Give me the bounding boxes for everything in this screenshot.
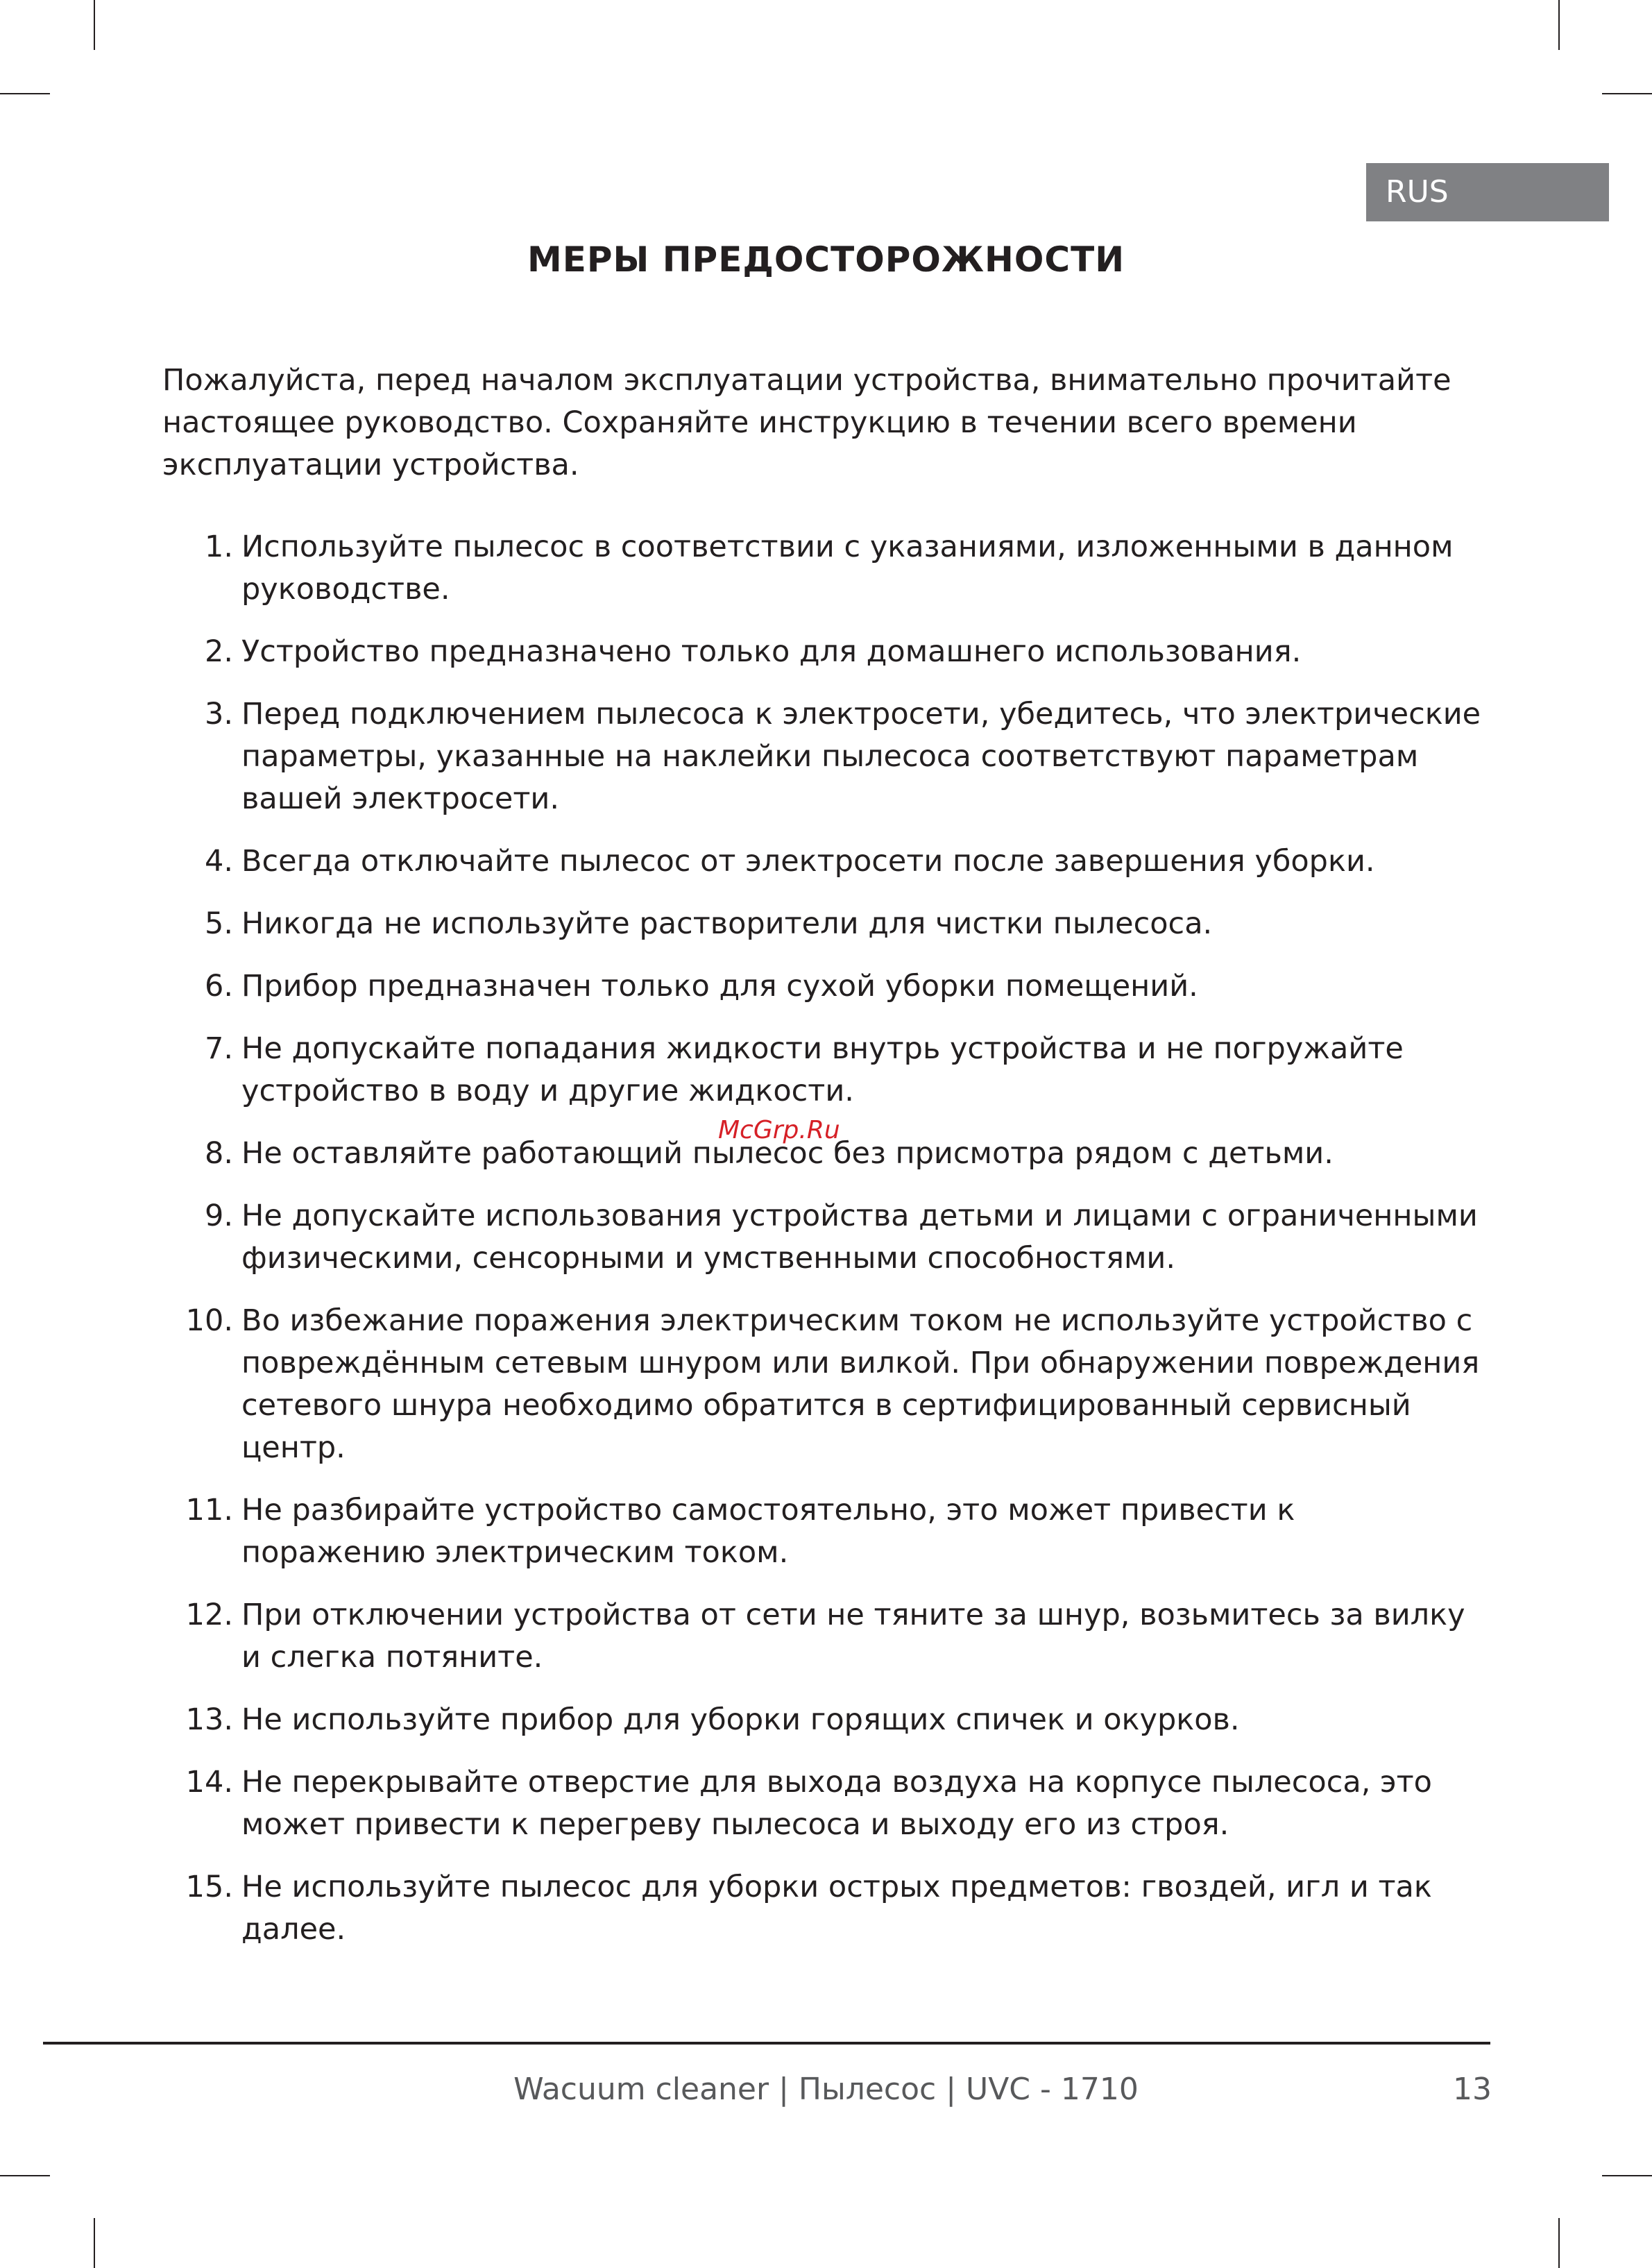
- list-item-text: Никогда не используйте растворители для чистки пылесоса.: [241, 906, 1213, 941]
- list-item-text: Прибор предназначен только для сухой уборки помещений.: [241, 969, 1198, 1004]
- list-item-number: 14.: [185, 1765, 233, 1800]
- list-item-text: При отключении устройства от сети не тяните за шнур, возьмитесь за вилку и слегка потяните.: [241, 1598, 1465, 1675]
- list-item-number: 8.: [204, 1136, 233, 1171]
- crop-mark: [94, 0, 95, 50]
- list-item-number: 13.: [185, 1702, 233, 1737]
- list-item-number: 9.: [204, 1199, 233, 1233]
- page-title: МЕРЫ ПРЕДОСТОРОЖНОСТИ: [527, 239, 1125, 280]
- precautions-list: [162, 526, 1488, 1971]
- list-item-number: 5.: [204, 906, 233, 941]
- list-item-number: 6.: [204, 969, 233, 1004]
- list-item: [162, 1594, 1488, 1679]
- list-item: [162, 965, 1488, 1008]
- list-item-text: Всегда отключайте пылесос от электросети после завершения уборки.: [241, 844, 1375, 879]
- list-item-number: 12.: [185, 1598, 233, 1632]
- list-item: [162, 1866, 1488, 1951]
- list-item: [162, 1699, 1488, 1741]
- list-item-number: 15.: [185, 1870, 233, 1904]
- list-item-number: 7.: [204, 1031, 233, 1066]
- list-item-number: 2.: [204, 634, 233, 669]
- list-item: [162, 1489, 1488, 1574]
- list-item-number: 3.: [204, 697, 233, 731]
- list-item-text: Устройство предназначено только для домашнего использования.: [241, 634, 1302, 669]
- list-item-text: Не допускайте попадания жидкости внутрь устройства и не погружайте устройство в воду и другие жидкости.: [241, 1031, 1404, 1108]
- list-item-number: 1.: [204, 530, 233, 564]
- footer-title: Wacuum cleaner | Пылесос | UVC - 1710: [513, 2072, 1139, 2107]
- list-item: [162, 1761, 1488, 1846]
- crop-mark: [1602, 93, 1652, 94]
- footer-divider: [43, 2042, 1490, 2045]
- list-item-number: 11.: [185, 1493, 233, 1527]
- list-item-text: Во избежание поражения электрическим током не используйте устройство с повреждённым сетевым шнуром или вилкой. При обнаружении повреждения сетевого шнура необходимо обратится в сертифицированный сервисный центр.: [241, 1303, 1480, 1465]
- crop-mark: [1602, 2175, 1652, 2176]
- list-item-text: Не используйте пылесос для уборки острых предметов: гвоздей, игл и так далее.: [241, 1870, 1432, 1947]
- watermark: McGrp.Ru: [718, 1116, 840, 1144]
- list-item-text: Используйте пылесос в соответствии с указаниями, изложенными в данном руководстве.: [241, 530, 1454, 607]
- list-item: [162, 903, 1488, 945]
- crop-mark: [1558, 2218, 1560, 2268]
- page-number: 13: [1453, 2072, 1492, 2107]
- list-item: [162, 693, 1488, 820]
- crop-mark: [1558, 0, 1560, 50]
- intro-paragraph: Пожалуйста, перед началом эксплуатации устройства, внимательно прочитайте настоящее руководство. Сохраняйте инструкцию в течении всего времени эксплуатации устройства.: [162, 363, 1451, 482]
- list-item-number: 10.: [185, 1303, 233, 1338]
- list-item-text: Не перекрывайте отверстие для выхода воздуха на корпусе пылесоса, это может привести к перегреву пылесоса и выходу его из строя.: [241, 1765, 1432, 1842]
- list-item: [162, 840, 1488, 883]
- crop-mark: [0, 93, 50, 94]
- list-item-text: Перед подключением пылесоса к электросети, убедитесь, что электрические параметры, указанные на наклейки пылесоса соответствуют параметрам вашей электросети.: [241, 697, 1481, 816]
- list-item-number: 4.: [204, 844, 233, 879]
- list-item-text: Не разбирайте устройство самостоятельно, это может привести к поражению электрическим током.: [241, 1493, 1295, 1570]
- crop-mark: [94, 2218, 95, 2268]
- list-item: [162, 1195, 1488, 1280]
- crop-mark: [0, 2175, 50, 2176]
- list-item: [162, 526, 1488, 611]
- list-item-text: Не оставляйте работающий пылесос без присмотра рядом с детьми.: [241, 1136, 1334, 1171]
- list-item-text: Не используйте прибор для уборки горящих спичек и окурков.: [241, 1702, 1240, 1737]
- list-item: [162, 631, 1488, 673]
- list-item-text: Не допускайте использования устройства детьми и лицами с ограниченными физическими, сенсорными и умственными способностями.: [241, 1199, 1478, 1276]
- list-item: [162, 1028, 1488, 1112]
- language-tab: RUS: [1366, 163, 1609, 221]
- list-item: [162, 1300, 1488, 1469]
